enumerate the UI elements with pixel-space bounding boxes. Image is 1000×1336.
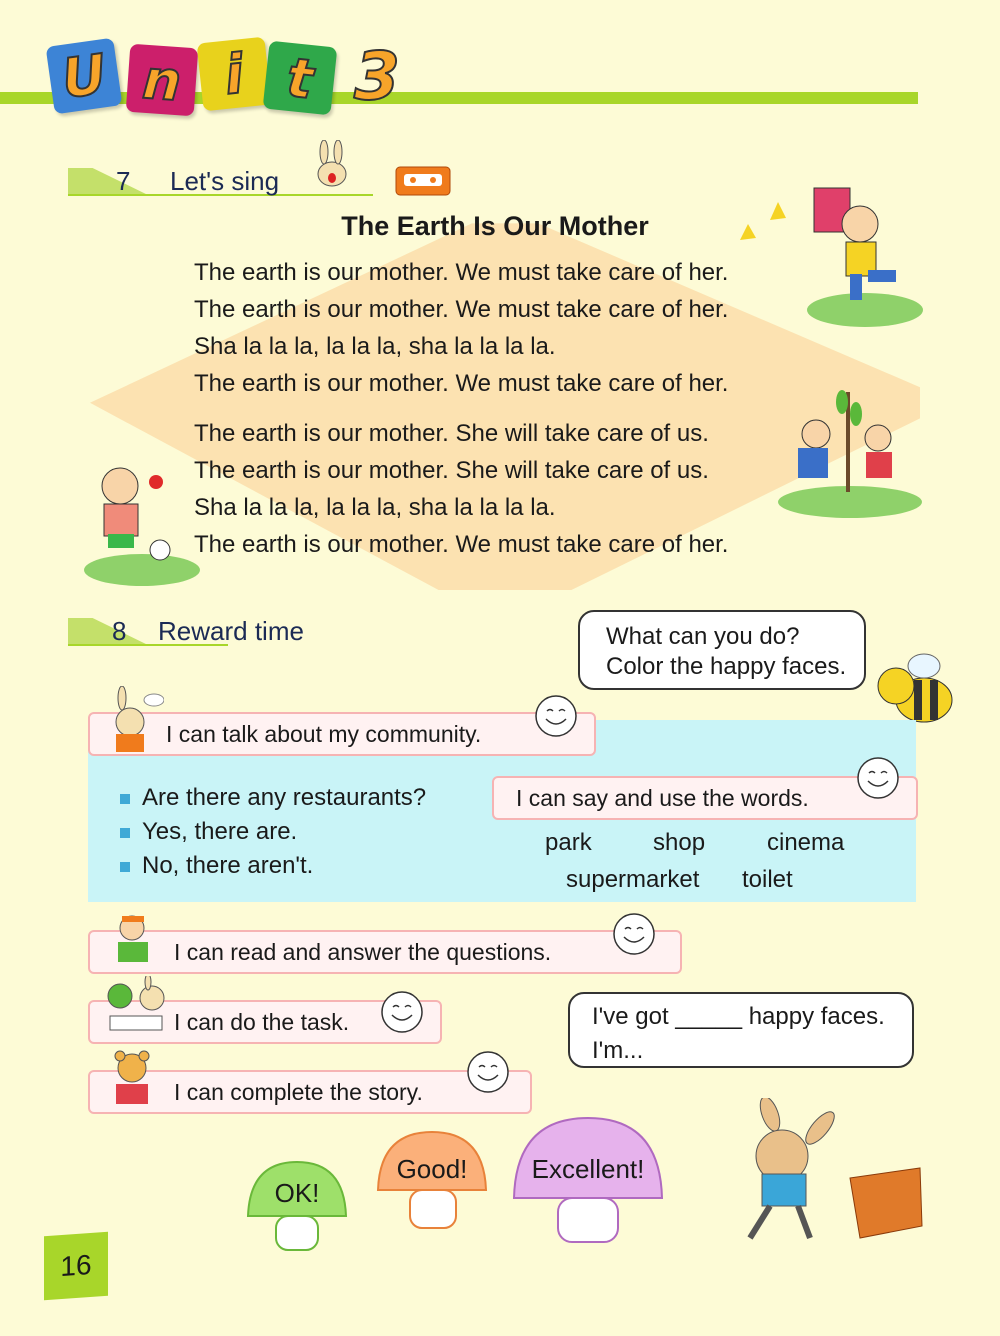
question-text: Yes, there are. [142,818,298,845]
question-text: Are there any restaurants? [142,784,427,811]
section-tab [68,618,150,646]
unit-letter: i [221,41,247,107]
can-say-box [492,776,918,820]
vocab-word: supermarket [566,866,700,893]
rabbit-speech-bubble [568,992,914,1068]
happy-face-icon[interactable] [380,990,424,1034]
bubble-line: I've got _____ happy faces. [592,1003,885,1030]
happy-face-icon[interactable] [612,912,656,956]
lyric-line: The earth is our mother. She will take care of us. [194,457,709,484]
good-label: Good! [396,1154,468,1184]
question-item [120,784,426,812]
unit-number: 3 [354,38,400,115]
unit-letter: n [140,47,184,113]
can-talk-box [88,712,596,756]
bubble-line: What can you do? [606,623,800,650]
section-title: Reward time [158,616,304,646]
lyric-line: The earth is our mother. She will take care of us. [194,420,709,447]
child-reading-icon [108,910,158,964]
section-number: 7 [116,166,131,196]
rabbit-reading-icon [100,686,164,752]
bubble-line: Color the happy faces. [606,653,847,680]
question-item [120,818,297,846]
unit-tile-u [46,38,123,115]
bee-speech-bubble [578,610,866,690]
excellent-label: Excellent! [531,1154,645,1184]
unit-tile-i [197,37,272,112]
singing-rabbit-icon [302,140,362,196]
section-title: Let's sing [170,166,280,196]
unit-tile-n [126,44,199,117]
can-statement: I can talk about my community. [166,720,482,747]
lyric-line: The earth is our mother. We must take care of her. [194,531,729,558]
section-number: 8 [112,616,127,646]
lyric-line: The earth is our mother. We must take care of her. [194,370,729,397]
rabbit-with-basket-illustration [700,1098,930,1248]
vocab-word: park [545,829,592,856]
bullet-icon [120,794,130,804]
bear-reading-icon [108,1048,158,1106]
lyric-line: The earth is our mother. We must take care of her. [194,259,729,286]
unit-letter: t [283,45,317,111]
question-item [120,852,313,880]
ok-label: OK! [274,1178,320,1208]
boy-with-birdhouse-illustration [730,180,930,330]
can-statement: I can do the task. [174,1008,350,1035]
song-title: The Earth Is Our Mother [341,211,649,241]
happy-face-icon[interactable] [856,756,900,800]
children-planting-tree-illustration [772,372,922,522]
vocab-word: toilet [742,866,793,893]
page-number: 16 [44,1232,108,1300]
section-tab [68,168,150,196]
unit-tile-t [263,41,338,116]
can-read-box [88,930,682,974]
friends-with-book-icon [100,976,172,1038]
vocab-word: cinema [767,829,845,856]
lyric-line: Sha la la la, la la la, sha la la la la. [194,494,556,521]
bullet-icon [120,828,130,838]
cassette-icon[interactable] [395,166,451,196]
question-text: No, there aren't. [142,852,314,879]
vocab-word: shop [653,829,706,856]
can-statement: I can say and use the words. [516,784,809,811]
happy-face-icon[interactable] [466,1050,510,1094]
happy-face-icon[interactable] [534,694,578,738]
can-statement: I can read and answer the questions. [174,938,552,965]
can-statement: I can complete the story. [174,1078,423,1105]
girl-with-flower-illustration [80,458,210,588]
bullet-icon [120,862,130,872]
bubble-line: I'm... [592,1037,644,1064]
unit-letter: U [57,41,111,111]
lyric-line: The earth is our mother. We must take care of her. [194,296,729,323]
lyric-line: Sha la la la, la la la, sha la la la la. [194,333,556,360]
